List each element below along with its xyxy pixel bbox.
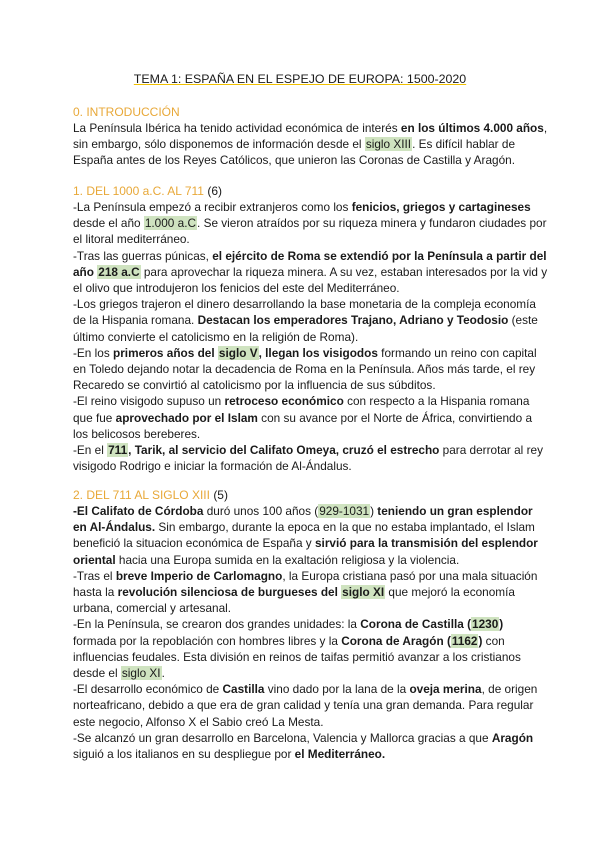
text-run: desde el año bbox=[73, 216, 144, 231]
section-heading: 0. INTRODUCCIÓN bbox=[73, 105, 180, 119]
section-introduccion bbox=[73, 104, 549, 169]
highlighted-text: siglo V bbox=[218, 345, 258, 360]
section-body bbox=[73, 120, 549, 169]
paragraph bbox=[73, 120, 549, 169]
section-1000ac-711 bbox=[73, 183, 549, 474]
highlighted-text: 929-1031 bbox=[319, 504, 370, 518]
text-run: -El Califato de Córdoba bbox=[73, 504, 204, 518]
highlighted-text: 218 a.C bbox=[98, 264, 140, 279]
highlighted-text: 1.000 a.C bbox=[144, 216, 197, 231]
text-run: . Es difícil hablar de España antes de los Reyes Católicos, que unieron las Coronas de Castilla y Aragón. bbox=[73, 137, 516, 168]
paragraph bbox=[73, 503, 549, 568]
text-run: La Península Ibérica ha tenido actividad económica de interés bbox=[73, 121, 401, 135]
highlighted-text: 1162 bbox=[451, 633, 478, 648]
section-body bbox=[73, 199, 549, 474]
text-run: -Los griegos trajeron el dinero desarrollando la base monetaria de la compleja economía de la Hispania romana. bbox=[73, 297, 536, 328]
text-run: que mejoró la economía urbana, comercial y artesanal. bbox=[73, 585, 515, 616]
paragraph bbox=[73, 248, 549, 297]
section-heading: 1. DEL 1000 a.C. AL 711 (6) bbox=[73, 184, 222, 198]
paragraph bbox=[73, 568, 549, 617]
text-run: , sin embargo, sólo disponemos de información desde el bbox=[73, 121, 548, 152]
text-run: (este último convierte el catolicismo en la religión de Roma). bbox=[73, 313, 538, 344]
text-run: hacia una Europa sumida en la exaltación religiosa y la violencia. bbox=[115, 552, 460, 567]
text-run: con su avance por el Norte de África, convirtiendo a los belicosos bereberes. bbox=[73, 410, 533, 441]
text-run: Corona de Castilla ( bbox=[360, 617, 472, 632]
text-run: Corona de Aragón ( bbox=[341, 633, 451, 648]
section-body bbox=[73, 503, 549, 762]
text-run: para derrotar al rey visigodo Rodrigo e iniciar la formación de Al-Ándalus. bbox=[73, 443, 543, 474]
highlighted-text: siglo XIII bbox=[365, 137, 412, 152]
text-run: teniendo un gran esplendor en Al-Ándalus. bbox=[73, 504, 533, 535]
text-run: sirvió para la transmisión del esplendor oriental bbox=[73, 536, 538, 567]
text-run: -En la Península, se crearon dos grandes unidades: la bbox=[73, 617, 361, 632]
text-run: -La Península empezó a recibir extranjeros como los bbox=[73, 200, 352, 214]
text-run: Castilla bbox=[222, 682, 265, 697]
text-run: , la Europa cristiana pasó por una mala situación hasta la bbox=[73, 568, 538, 600]
text-run: , Tarik, al servicio del Califato Omeya, cruzó el estrecho bbox=[128, 443, 440, 458]
text-run: siguió a los italianos en su despliegue por bbox=[73, 747, 295, 762]
text-run: el ejército de Roma se extendió por la Península a partir del año bbox=[73, 248, 547, 279]
text-run: duró unos 100 años ( bbox=[203, 504, 319, 518]
highlighted-text: siglo XI bbox=[121, 666, 161, 681]
paragraph bbox=[73, 199, 549, 248]
text-run: . Se vieron atraídos por su riqueza minera y fundaron ciudades por el litoral mediterráneo. bbox=[73, 216, 547, 247]
section-711-siglo-xiii bbox=[73, 487, 549, 762]
highlighted-text: 1230 bbox=[472, 617, 499, 632]
text-run: fenicios, griegos y cartagineses bbox=[351, 200, 531, 214]
paragraph bbox=[73, 296, 549, 345]
text-run: -Se alcanzó un gran desarrollo en Barcelona, Valencia y Mallorca gracias a que bbox=[73, 730, 492, 745]
text-run: para aprovechar la riqueza minera. A su vez, estaban interesados por la vid y el olivo que introdujeron los fenicios del este del Mediterráneo. bbox=[73, 264, 548, 296]
text-run: , llegan los visigodos bbox=[258, 345, 378, 360]
text-run: retroceso económico bbox=[224, 394, 344, 409]
text-run: Aragón bbox=[491, 730, 534, 745]
text-run: -El reino visigodo supuso un bbox=[73, 394, 225, 409]
text-run: revolución silenciosa de burgueses del bbox=[117, 585, 342, 600]
text-run: el Mediterráneo. bbox=[294, 747, 386, 762]
text-run: -En los bbox=[73, 345, 113, 360]
text-run: ) bbox=[499, 617, 504, 632]
text-run: breve Imperio de Carlomagno bbox=[115, 568, 283, 583]
paragraph bbox=[73, 442, 549, 474]
text-run: vino dado por la lana de la bbox=[264, 682, 410, 697]
text-run: formada por la repoblación con hombres libres y la bbox=[73, 633, 342, 648]
document-title: TEMA 1: ESPAÑA EN EL ESPEJO DE EUROPA: 1500-2020 bbox=[133, 72, 467, 86]
text-run: en los últimos 4.000 años bbox=[400, 121, 544, 135]
text-run: Destacan los emperadores Trajano, Adriano y Teodosio bbox=[197, 313, 509, 328]
paragraph bbox=[73, 681, 549, 730]
text-run: -En el bbox=[73, 443, 108, 458]
text-run: oveja merina bbox=[409, 682, 482, 697]
paragraph bbox=[73, 393, 549, 442]
text-run: formando un reino con capital en Toledo dejando notar la decadencia de Roma en la Península. Años más tarde, el rey Recaredo se convirtió al catolicismo por la influencia de sus súbditos. bbox=[73, 345, 537, 393]
paragraph bbox=[73, 345, 549, 394]
text-run: ) bbox=[370, 504, 378, 518]
text-run: Sin embargo, durante la epoca en la que no estaba implantado, el Islam benefició la situacion económica de España y bbox=[73, 520, 535, 551]
text-run: . bbox=[161, 666, 165, 681]
text-run: -Tras el bbox=[73, 568, 116, 583]
text-run: primeros años del bbox=[113, 345, 218, 360]
section-heading: 2. DEL 711 AL SIGLO XIII (5) bbox=[73, 488, 228, 502]
text-run: ) bbox=[478, 633, 483, 648]
text-run: , de origen norteafricano, debido a que era de gran calidad y tenía una gran demanda. Para regular este negocio, Alfonso X el Sabio creó La Mesta. bbox=[73, 682, 538, 729]
highlighted-text: siglo XI bbox=[342, 585, 385, 600]
text-run: -El desarrollo económico de bbox=[73, 682, 223, 697]
text-run: -Tras las guerras púnicas, bbox=[73, 248, 213, 263]
text-run: con respecto a la Hispania romana que fue bbox=[73, 394, 530, 425]
text-run: con influencias feudales. Esta división en reinos de taifas permitió avanzar a los cristianos desde el bbox=[73, 633, 521, 681]
highlighted-text: 711 bbox=[108, 443, 128, 458]
text-run: aprovechado por el Islam bbox=[115, 410, 258, 425]
paragraph bbox=[73, 730, 549, 762]
paragraph bbox=[73, 616, 549, 681]
